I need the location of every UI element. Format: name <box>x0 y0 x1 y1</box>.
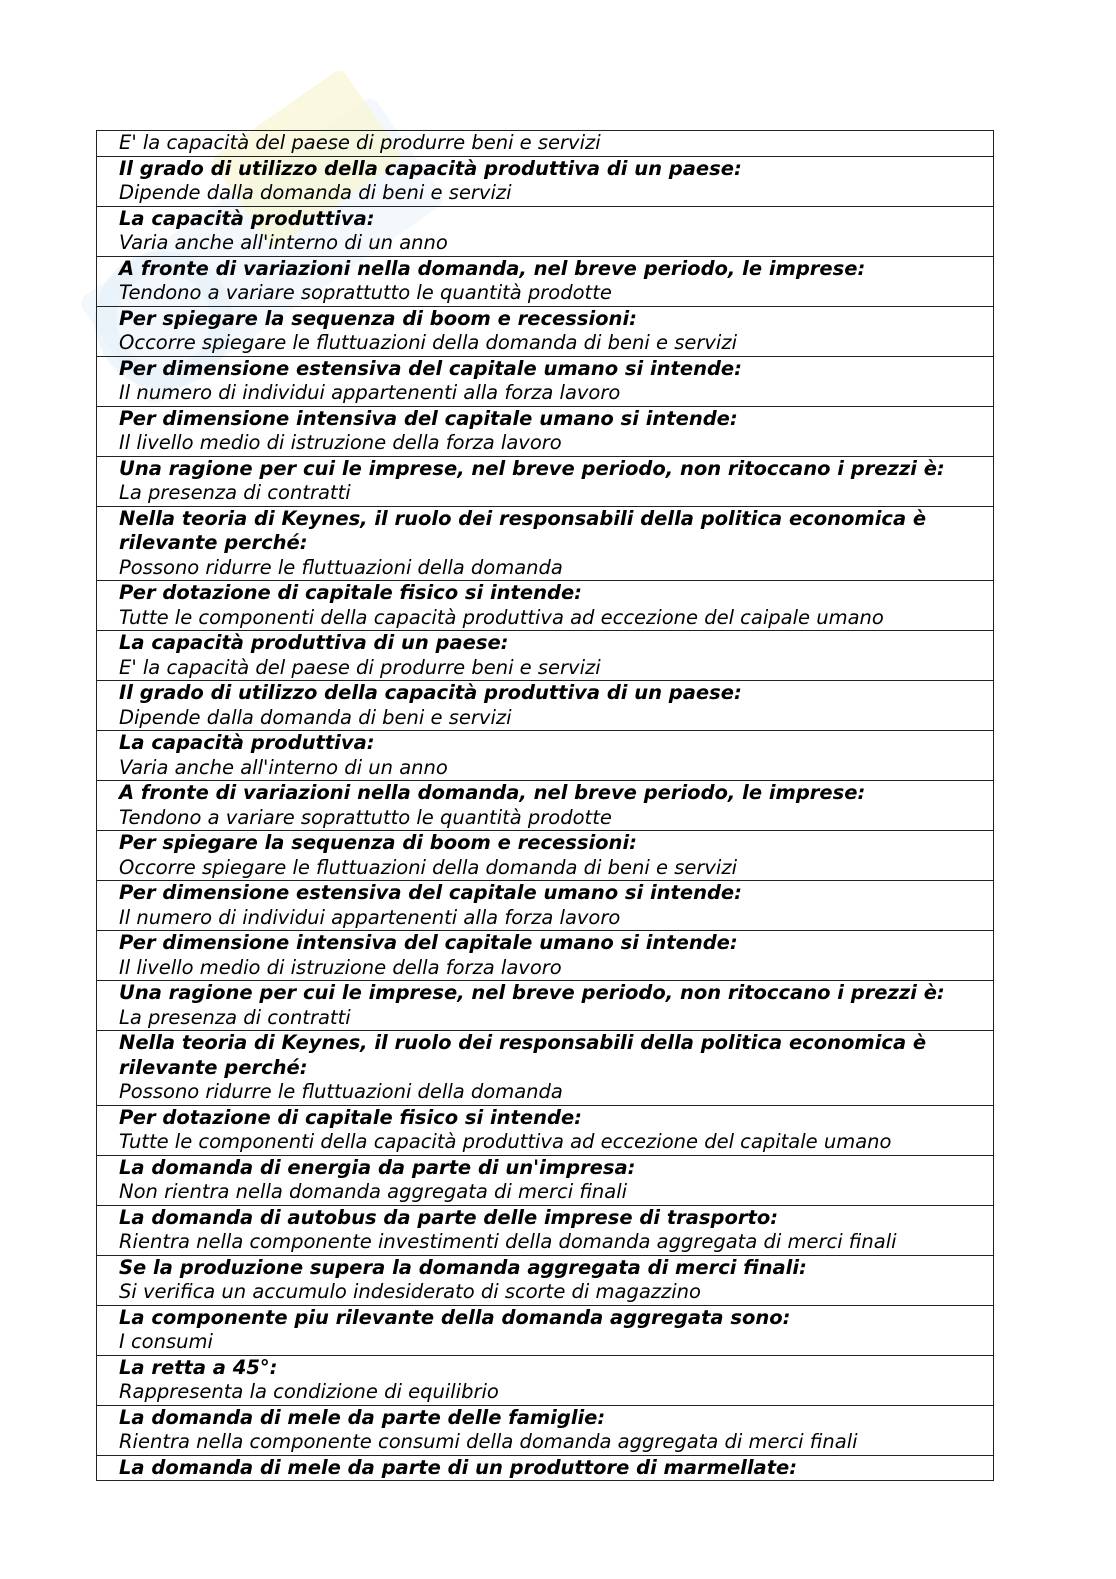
question-text: La domanda di autobus da parte delle imprese di trasporto: <box>119 1205 779 1229</box>
answer-text: Il numero di individui appartenenti alla forza lavoro <box>119 381 621 404</box>
answer-text: Non rientra nella domanda aggregata di merci finali <box>119 1180 628 1203</box>
table-row <box>97 831 994 881</box>
question-text: Il grado di utilizzo della capacità produttiva di un paese: <box>119 156 742 180</box>
question-text: Una ragione per cui le imprese, nel breve periodo, non ritoccano i prezzi è: <box>119 981 945 1004</box>
question-text: La capacità produttiva: <box>119 206 375 230</box>
question-text: La capacità produttiva: <box>119 731 375 754</box>
question-text: La retta a 45°: <box>119 1355 278 1379</box>
answer-text: I consumi <box>119 1330 213 1353</box>
table-cell <box>97 1205 994 1255</box>
question-text: Per spiegare la sequenza di boom e recessioni: <box>119 306 637 330</box>
table-row <box>97 206 994 256</box>
answer-text: Occorre spiegare le fluttuazioni della domanda di beni e servizi <box>119 331 737 354</box>
answer-text: Rappresenta la condizione di equilibrio <box>119 1380 499 1403</box>
question-text: La domanda di energia da parte di un'impresa: <box>119 1155 636 1179</box>
table-row <box>97 1155 994 1205</box>
table-cell <box>97 631 994 681</box>
table-cell <box>97 581 994 631</box>
table-cell <box>97 781 994 831</box>
table-row <box>97 581 994 631</box>
question-text: La domanda di mele da parte di un produttore di marmellate: <box>119 1455 798 1479</box>
table-row-first <box>97 131 994 157</box>
question-text: La capacità produttiva di un paese: <box>119 631 509 654</box>
answer-text: La presenza di contratti <box>119 481 351 504</box>
answer-text: Il livello medio di istruzione della forza lavoro <box>119 955 562 979</box>
table-row <box>97 1455 994 1481</box>
table-cell <box>97 256 994 306</box>
table-row <box>97 406 994 456</box>
table-cell <box>97 731 994 781</box>
answer-text: E' la capacità del paese di produrre beni e servizi <box>119 131 601 154</box>
table-cell <box>97 1031 994 1106</box>
answer-text: Rientra nella componente consumi della domanda aggregata di merci finali <box>119 1430 858 1453</box>
question-text: Il grado di utilizzo della capacità produttiva di un paese: <box>119 681 742 704</box>
question-text: Per dimensione intensiva del capitale umano si intende: <box>119 406 738 430</box>
table-row <box>97 681 994 731</box>
answer-text: Si verifica un accumulo indesiderato di scorte di magazzino <box>119 1280 701 1303</box>
table-cell <box>97 206 994 256</box>
table-row <box>97 1405 994 1455</box>
answer-text: Tutte le componenti della capacità produttiva ad eccezione del capitale umano <box>119 1130 892 1153</box>
table-cell <box>97 1455 994 1481</box>
table-row <box>97 1355 994 1405</box>
table-cell <box>97 306 994 356</box>
answer-text: E' la capacità del paese di produrre beni e servizi <box>119 655 601 679</box>
question-text: Nella teoria di Keynes, il ruolo dei responsabili della politica economica è rilevante perché: <box>119 1031 927 1079</box>
table-cell <box>97 456 994 506</box>
question-text: Per dimensione intensiva del capitale umano si intende: <box>119 931 738 954</box>
question-text: Per dotazione di capitale fisico si intende: <box>119 1105 582 1129</box>
answer-text: Dipende dalla domanda di beni e servizi <box>119 705 512 729</box>
question-text: Per dimensione estensiva del capitale umano si intende: <box>119 356 742 380</box>
question-text: Per dimensione estensiva del capitale umano si intende: <box>119 881 742 904</box>
table-row <box>97 731 994 781</box>
table-row <box>97 1255 994 1305</box>
table-cell <box>97 681 994 731</box>
table-row <box>97 881 994 931</box>
answer-text: Rientra nella componente investimenti della domanda aggregata di merci finali <box>119 1230 897 1253</box>
table-cell <box>97 1355 994 1405</box>
table-row <box>97 981 994 1031</box>
table-row <box>97 931 994 981</box>
table-row <box>97 506 994 581</box>
table-row <box>97 1205 994 1255</box>
table-row <box>97 631 994 681</box>
table-cell <box>97 1405 994 1455</box>
question-text: A fronte di variazioni nella domanda, nel breve periodo, le imprese: <box>119 781 866 804</box>
question-text: La componente piu rilevante della domanda aggregata sono: <box>119 1305 791 1329</box>
answer-text: Tutte le componenti della capacità produttiva ad eccezione del caipale umano <box>119 605 884 629</box>
table-row <box>97 156 994 206</box>
table-row <box>97 456 994 506</box>
answer-text: Dipende dalla domanda di beni e servizi <box>119 181 512 204</box>
table-cell <box>97 931 994 981</box>
table-cell <box>97 831 994 881</box>
answer-text: La presenza di contratti <box>119 1005 351 1029</box>
answer-text: Tendono a variare soprattutto le quantità prodotte <box>119 805 612 829</box>
qa-table <box>96 130 994 1481</box>
table-cell <box>97 131 994 157</box>
answer-text: Possono ridurre le fluttuazioni della domanda <box>119 1080 563 1103</box>
table-row <box>97 256 994 306</box>
table-cell <box>97 1305 994 1355</box>
answer-text: Tendono a variare soprattutto le quantità prodotte <box>119 281 612 304</box>
table-cell <box>97 981 994 1031</box>
answer-text: Il numero di individui appartenenti alla forza lavoro <box>119 905 621 929</box>
question-text: Per dotazione di capitale fisico si intende: <box>119 581 582 604</box>
table-cell <box>97 156 994 206</box>
question-text: A fronte di variazioni nella domanda, nel breve periodo, le imprese: <box>119 256 866 280</box>
table-row <box>97 306 994 356</box>
table-cell <box>97 1105 994 1155</box>
table-row <box>97 1031 994 1106</box>
table-cell <box>97 406 994 456</box>
question-text: Una ragione per cui le imprese, nel breve periodo, non ritoccano i prezzi è: <box>119 456 945 480</box>
table-cell <box>97 1155 994 1205</box>
question-text: Nella teoria di Keynes, il ruolo dei responsabili della politica economica è rilevante perché: <box>119 506 927 554</box>
answer-text: Occorre spiegare le fluttuazioni della domanda di beni e servizi <box>119 855 737 879</box>
table-row <box>97 1305 994 1355</box>
answer-text: Varia anche all'interno di un anno <box>119 755 448 779</box>
answer-text: Possono ridurre le fluttuazioni della domanda <box>119 555 563 579</box>
table-cell <box>97 1255 994 1305</box>
question-text: Per spiegare la sequenza di boom e recessioni: <box>119 831 637 854</box>
table-row <box>97 781 994 831</box>
answer-text: Varia anche all'interno di un anno <box>119 231 448 254</box>
table-row <box>97 1105 994 1155</box>
table-cell <box>97 356 994 406</box>
question-text: La domanda di mele da parte delle famiglie: <box>119 1405 606 1429</box>
answer-text: Il livello medio di istruzione della forza lavoro <box>119 431 562 454</box>
table-row <box>97 356 994 406</box>
table-cell <box>97 506 994 581</box>
table-cell <box>97 881 994 931</box>
question-text: Se la produzione supera la domanda aggregata di merci finali: <box>119 1255 807 1279</box>
